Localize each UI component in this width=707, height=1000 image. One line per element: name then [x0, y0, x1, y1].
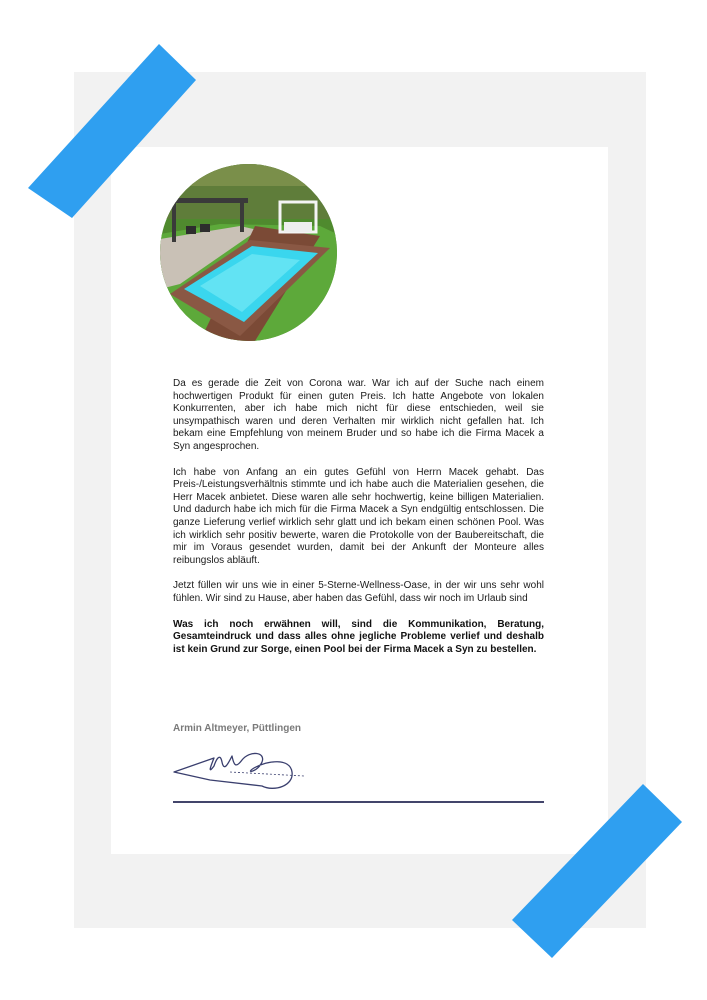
signature-rule: [173, 801, 544, 803]
pool-photo: [160, 164, 337, 341]
paragraph-3: Jetzt füllen wir uns wie in einer 5-Sterne-Wellness-Oase, in der wir uns sehr wohl fühlen. Wir sind zu Hause, aber haben das Gefühl, dass wir noch im Urlaub sind: [173, 580, 544, 604]
paragraph-2: Ich habe von Anfang an ein gutes Gefühl von Herrn Macek gehabt. Das Preis-/Leistungsverhältnis stimmte und ich habe auch die Materialien gesehen, die Herr Macek anbietet. Diese waren alle sehr hochwertig, keine billigen Materialien. Und dadurch habe ich mich für die Firma Macek a Syn endgültig entschlossen. Die ganze Lieferung verlief wirklich sehr glatt und ich bekam einen schönen Pool. Was ich wirklich sehr positiv bewerte, waren die Protokolle von der Baubereitschaft, die mir im Voraus gesendet wurden, damit bei der Ankunft der Monteure alles reibungslos abläuft.: [173, 466, 544, 566]
signature: [170, 738, 310, 798]
tape-bottom-right: [508, 780, 686, 962]
author-name: Armin Altmeyer, Püttlingen: [173, 723, 301, 734]
paragraph-1: Da es gerade die Zeit von Corona war. War ich auf der Suche nach einem hochwertigen Produkt für einen guten Preis. Ich hatte Angebote von lokalen Konkurrenten, aber ich habe mich nicht für diese entschieden, weil sie unsympathisch waren und deren Verhalten mir wirklich nicht gefallen hat. Ich bekam eine Empfehlung von meinem Bruder und so habe ich die Firma Macek a Syn angesprochen.: [173, 378, 544, 452]
closing-statement: Was ich noch erwähnen will, sind die Kommunikation, Beratung, Gesamteindruck und dass alles ohne jegliche Probleme verlief und deshalb ist kein Grund zur Sorge, einen Pool bei der Firma Macek a Syn zu bestellen.: [173, 618, 544, 655]
testimonial-letter: [173, 378, 544, 666]
tape-top-left: [24, 40, 200, 222]
